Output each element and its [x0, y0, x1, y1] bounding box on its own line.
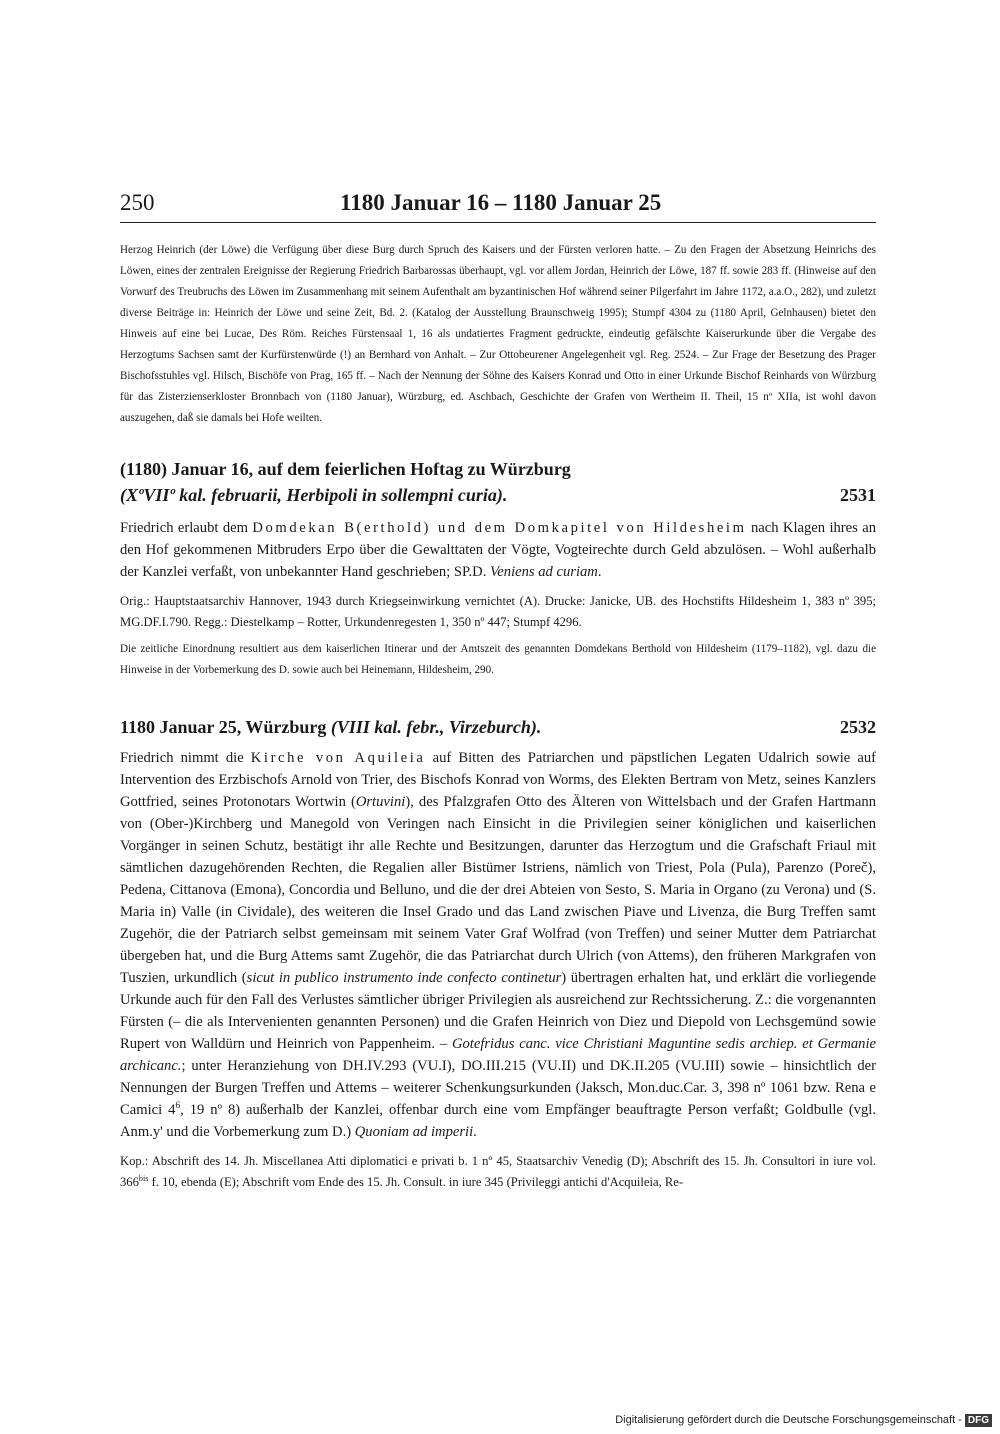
regest-text: ), des Pfalzgrafen Otto des Älteren von Wittelsbach und der Grafen Hartmann von (Ober-)Kirchberg und Manegold von Veringen nach Einsicht in die Privilegien seiner königlichen und kaiserlichen Vorgänger in seinen Schutz, bestätigt ihr alle Rechte und Besitzungen, darunter das Herzogtum und die Grafschaft Friaul mit sämtlichen dazugehörenden Rechten, die Regalien aller Bistümer Istriens, nämlich von Triest, Pola (Pula), Parenzo (Poreč), Pedena, Cittanova (Emona), Concordia und Belluno, und die der drei Abteien von Sesto, S. Maria in Organo (zu Verona) und (S. Maria in) Valle (in Cividale), des weiteren die Insel Grado und das Land zwischen Piave und Livenza, die Burg Treffen samt Zugehör, die der Patriarch selbst gemeinsam mit seinem Vater Graf Wolfrad (von Treffen) und seiner Mutter dem Patriarchat übergeben hat, und die Burg Attems samt Zugehör, die das Patriarchat durch Ulrich (von Attems), den früheren Markgrafen von Tuszien, urkundlich (	[120, 794, 877, 986]
source-superscript: bis	[138, 1173, 149, 1183]
running-title: 1180 Januar 16 – 1180 Januar 25	[340, 190, 662, 215]
page-header	[120, 190, 876, 223]
regest-text: ; unter Heranziehung von DH.IV.293 (VU.I), DO.III.215 (VU.II) und DK.II.205 (VU.III) sowie – hinsichtlich der Nennungen der Burgen Treffen und Attems – weiterer Schenkungsurkunden (Jaksch, Mon.duc.Car. 3, 398 nº 1061 bzw. Rena e Camici 4	[120, 1058, 876, 1118]
regest-text: auf Bitten des Patriarchen und päpstlichen Legaten Udalrich sowie auf Intervention des Erzbischofs Arnold von Trier, des Bischofs Konrad von Worms, des Elekten Bertram von Metz, seines Kanzlers Gottfried, seines Protonotars Wortwin (	[120, 750, 876, 810]
entry-2531-regest	[120, 517, 876, 583]
page-number: 250	[120, 190, 155, 215]
entry-2532-date-place: 1180 Januar 25, Würzburg	[120, 717, 327, 737]
regest-recipient: Domdekan B(erthold) und dem Domkapitel von Hildesheim	[252, 520, 747, 536]
regest-superscript: 6	[175, 1101, 181, 1112]
regest-text: .	[597, 564, 602, 580]
entry-2531-date-place: (1180) Januar 16, auf dem feierlichen Hoftag zu Würzburg	[120, 459, 571, 479]
regest-text: Friedrich erlaubt dem	[120, 520, 248, 536]
entry-2532-latin-date: (VIII kal. febr., Virzeburch).	[330, 717, 542, 737]
entry-2531-heading	[120, 456, 876, 508]
entry-2531-number: 2531	[840, 485, 876, 505]
entry-2532	[120, 714, 876, 1193]
regest-recipient: Kirche von Aquileia	[250, 750, 426, 766]
footer-funding-note: Digitalisierung gefördert durch die Deutsche Forschungsgemeinschaft -	[615, 1414, 962, 1426]
entry-2531	[120, 456, 876, 681]
regest-latin: sicut in publico instrumento inde confecto continetur	[246, 970, 562, 986]
entry-2532-regest	[120, 747, 876, 1143]
regest-recognition: Gotefridus canc. vice Christiani Maguntine sedis archiep. et Germanie archicanc.	[120, 1036, 876, 1074]
entry-2531-sources: Orig.: Hauptstaatsarchiv Hannover, 1943 durch Kriegseinwirkung vernichtet (A). Drucke: Janicke, UB. des Hochstifts Hildesheim 1, 383 nº 395; MG.DF.I.790. Regg.: Diestelkamp – Rotter, Urkundenregesten 1, 350 nº 447; Stumpf 4296.	[120, 594, 876, 629]
source-text: Kop.: Abschrift des 14. Jh. Miscellanea Atti diplomatici e privati b. 1 nº 45, Staatsarchiv Venedig (D); Abschrift des 15. Jh. Consultori in iure vol. 366	[120, 1154, 876, 1189]
regest-text: ) übertragen erhalten hat, und erklärt die vorliegende Urkunde auch für den Fall des Verlustes sämtlicher übriger Privilegien als ausreichend zur Rechtssicherung. Z.: die vorgenannten Fürsten (– die als Intervenienten genannten Personen) und die Grafen Heinrich von Diez und Diepold von Lechsgemünd sowie Rupert von Walldürn und Heinrich von Pappenheim. –	[120, 970, 876, 1052]
regest-text: nach Klagen ihres an den Hof gekommenen Mitbruders Erpo über die Gewalttaten der Vögte, Vogteirechte durch Geld abzulösen. – Wohl außerhalb der Kanzlei verfaßt, von unbekannter Hand geschrieben; SP.D.	[120, 520, 877, 580]
regest-text: .	[473, 1124, 477, 1140]
entry-2532-sources	[120, 1151, 876, 1193]
regest-latin: Ortuvini	[355, 794, 406, 810]
footnote-continuation: Herzog Heinrich (der Löwe) die Verfügung über diese Burg durch Spruch des Kaisers und der Fürsten verloren hatte. – Zu den Fragen der Absetzung Heinrichs des Löwen, eines der zentralen Ereignisse der Regierung Friedrich Barbarossas überhaupt, vgl. vor allem Jordan, Heinrich der Löwe, 187 ff. sowie 283 ff. (Hinweise auf den Vorwurf des Treubruchs des Löwen im Zusammenhang mit seinem Aufenthalt am byzantinischen Hof während seiner Pilgerfahrt im Jahre 1172, a.a.O., 282), und zuletzt diverse Beiträge in: Heinrich der Löwe und seine Zeit, Bd. 2. (Katalog der Ausstellung Braunschweig 1995); Stumpf 4304 zu (1180 April, Gelnhausen) bietet den Hinweis auf eine bei Lucae, Des Röm. Reiches Fürstensaal 1, 16 als undatiertes Fragment gedruckte, eindeutig gefälschte Kaiserurkunde über die Vergabe des Herzogtums Sachsen samt der Kurfürstenwürde (!) an Bernhard von Anhalt. – Zur Ottobeurener Angelegenheit vgl. Reg. 2524. – Zur Frage der Besetzung des Prager Bischofsstuhles vgl. Hilsch, Bischöfe von Prag, 165 ff. – Nach der Nennung der Söhne des Kaisers Konrad und Otto in einer Urkunde Bischof Reinhards von Würzburg für das Zisterzienserkloster Bronnbach von (1180 Januar), Würzburg, ed. Aschbach, Geschichte der Grafen von Wertheim II. Theil, 15 nº XIIa, ist wohl davon auszugehen, daß sie damals bei Hofe weilten.	[120, 244, 876, 424]
entry-2532-number: 2532	[840, 717, 876, 737]
regest-incipit: Veniens ad curiam	[490, 564, 598, 580]
dfg-logo: DFG	[965, 1414, 992, 1427]
entry-2532-heading	[120, 714, 876, 740]
page-footer	[615, 1414, 992, 1427]
source-text: f. 10, ebenda (E); Abschrift vom Ende des 15. Jh. Consult. in iure 345 (Privileggi antichi d'Acquileia, Re-	[148, 1175, 684, 1189]
regest-incipit: Quoniam ad imperii	[354, 1124, 474, 1140]
regest-text: Friedrich nimmt die	[120, 750, 244, 766]
regest-text: , 19 nº 8) außerhalb der Kanzlei, offenbar durch eine vom Empfänger beauftragte Person verfaßt; Goldbulle (vgl. Anm.y' und die Vorbemerkung zum D.)	[120, 1102, 876, 1140]
entry-2531-note: Die zeitliche Einordnung resultiert aus dem kaiserlichen Itinerar und der Amtszeit des genannten Domdekans Berthold von Hildesheim (1179–1182), vgl. dazu die Hinweise in der Vorbemerkung des D. sowie auch bei Heinemann, Hildesheim, 290.	[120, 643, 876, 676]
entry-2531-latin-date: (XºVIIº kal. februarii, Herbipoli in sollempni curia).	[120, 485, 508, 505]
